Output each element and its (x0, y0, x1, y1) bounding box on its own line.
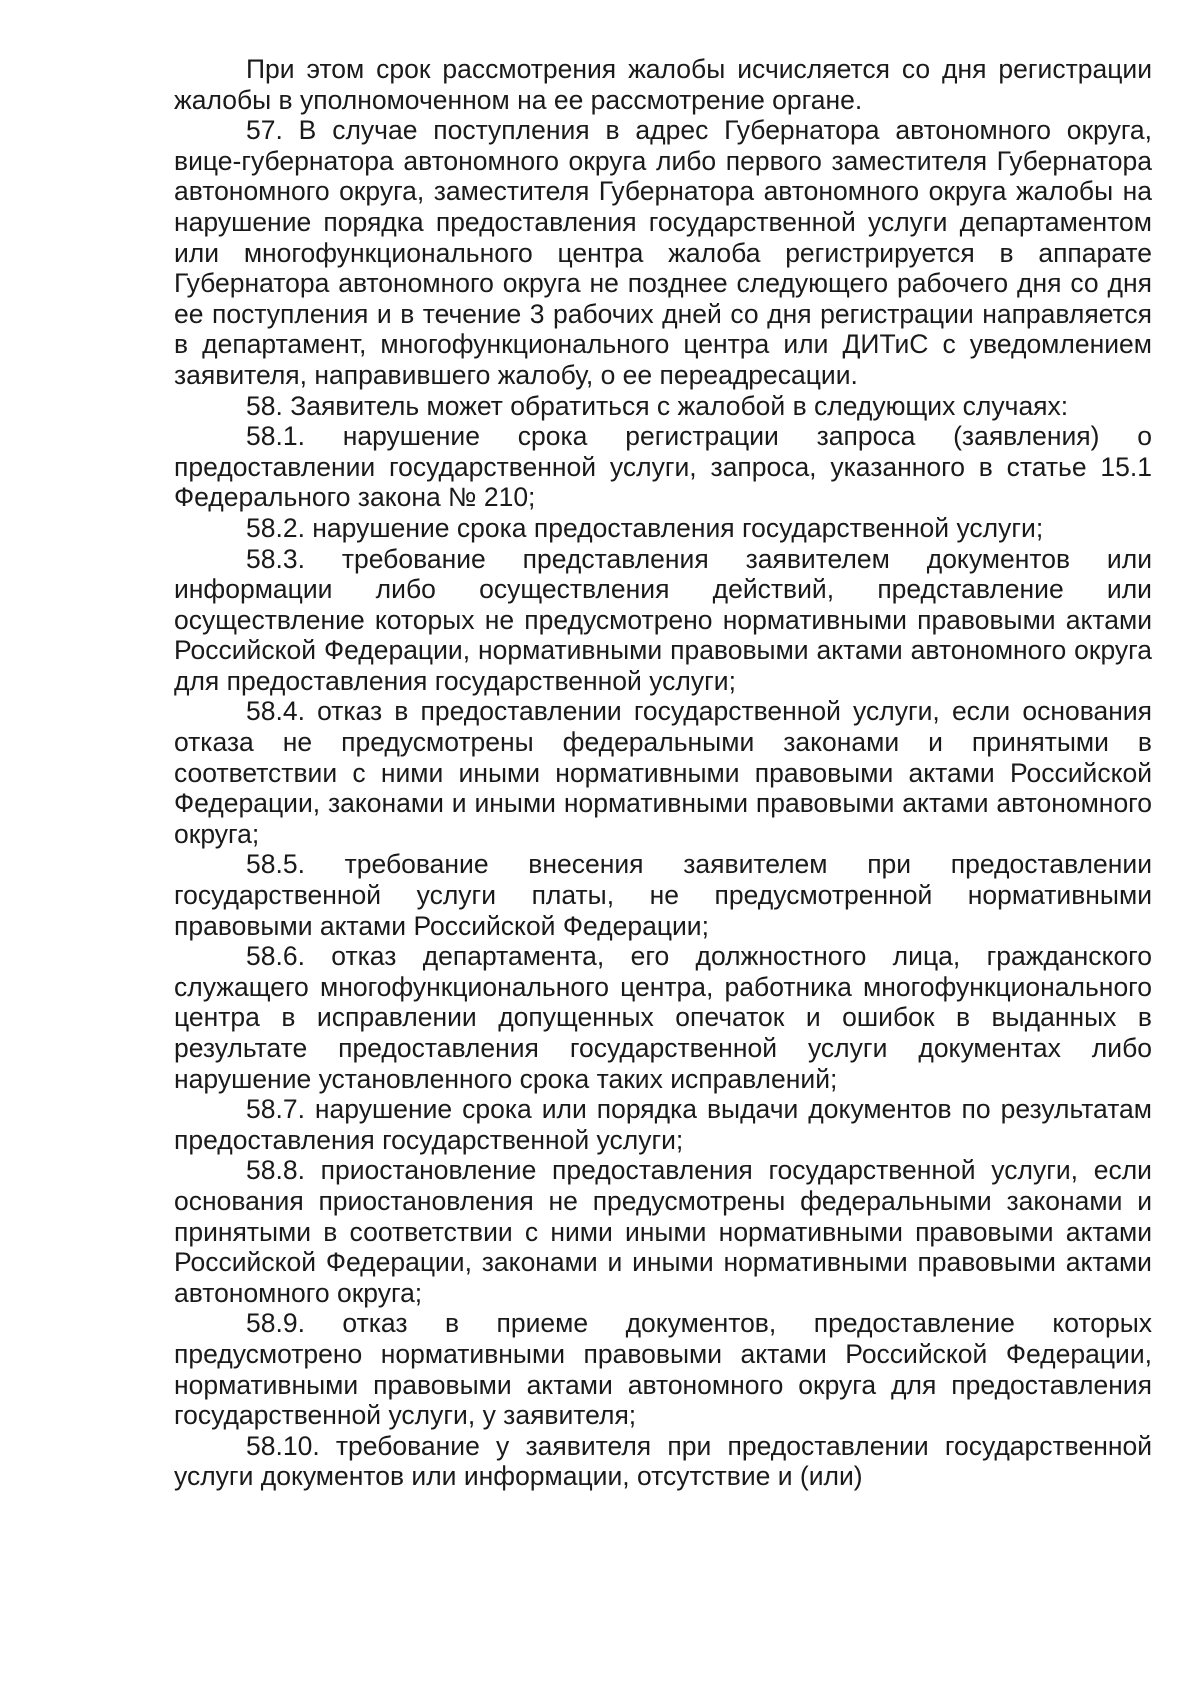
paragraph-complaint-term: При этом срок рассмотрения жалобы исчисляется со дня регистрации жалобы в уполномоченном на ее рассмотрение органе. (174, 54, 1152, 115)
paragraph-58: 58. Заявитель может обратиться с жалобой в следующих случаях: (246, 390, 1069, 421)
document-page (174, 54, 1152, 1492)
paragraph-58-3: 58.3. требование представления заявителем документов или информации либо осуществления действий, представление или осуществление которых не предусмотрено нормативными правовыми актами Российской Федерации, нормативными правовыми актами автономного округа для предоставления государственной услуги; (174, 543, 1152, 696)
paragraph-57: 57. В случае поступления в адрес Губернатора автономного округа, вице-губернатора автономного округа либо первого заместителя Губернатора автономного округа, заместителя Губернатора автономного округа жалобы на нарушение порядка предоставления государственной услуги департаментом или многофункционального центра жалоба регистрируется в аппарате Губернатора автономного округа не позднее следующего рабочего дня со дня ее поступления и в течение 3 рабочих дней со дня регистрации направляется в департамент, многофункционального центра или ДИТиС с уведомлением заявителя, направившего жалобу, о ее переадресации. (174, 115, 1152, 390)
paragraph-58-6: 58.6. отказ департамента, его должностного лица, гражданского служащего многофункционального центра, работника многофункционального центра в исправлении допущенных опечаток и ошибок в выданных в результате предоставления государственной услуги документах либо нарушение установленного срока таких исправлений; (174, 941, 1152, 1094)
paragraph-58-4: 58.4. отказ в предоставлении государственной услуги, если основания отказа не предусмотрены федеральными законами и принятыми в соответствии с ними иными нормативными правовыми актами Российской Федерации, законами и иными нормативными правовыми актами автономного округа; (174, 696, 1152, 849)
paragraph-58-7: 58.7. нарушение срока или порядка выдачи документов по результатам предоставления государственной услуги; (174, 1094, 1152, 1155)
paragraph-58-2: 58.2. нарушение срока предоставления государственной услуги; (246, 512, 1044, 543)
paragraph-58-8: 58.8. приостановление предоставления государственной услуги, если основания приостановления не предусмотрены федеральными законами и принятыми в соответствии с ними иными нормативными правовыми актами Российской Федерации, законами и иными нормативными правовыми актами автономного округа; (174, 1155, 1152, 1308)
paragraph-58-9: 58.9. отказ в приеме документов, предоставление которых предусмотрено нормативными правовыми актами Российской Федерации, нормативными правовыми актами автономного округа для предоставления государственной услуги, у заявителя; (174, 1308, 1152, 1431)
paragraph-58-5: 58.5. требование внесения заявителем при предоставлении государственной услуги платы, не предусмотренной нормативными правовыми актами Российской Федерации; (174, 849, 1152, 941)
paragraph-58-10: 58.10. требование у заявителя при предоставлении государственной услуги документов или информации, отсутствие и (или) (174, 1430, 1152, 1492)
paragraph-58-1: 58.1. нарушение срока регистрации запроса (заявления) о предоставлении государственной услуги, запроса, указанного в статье 15.1 Федерального закона № 210; (174, 421, 1152, 513)
